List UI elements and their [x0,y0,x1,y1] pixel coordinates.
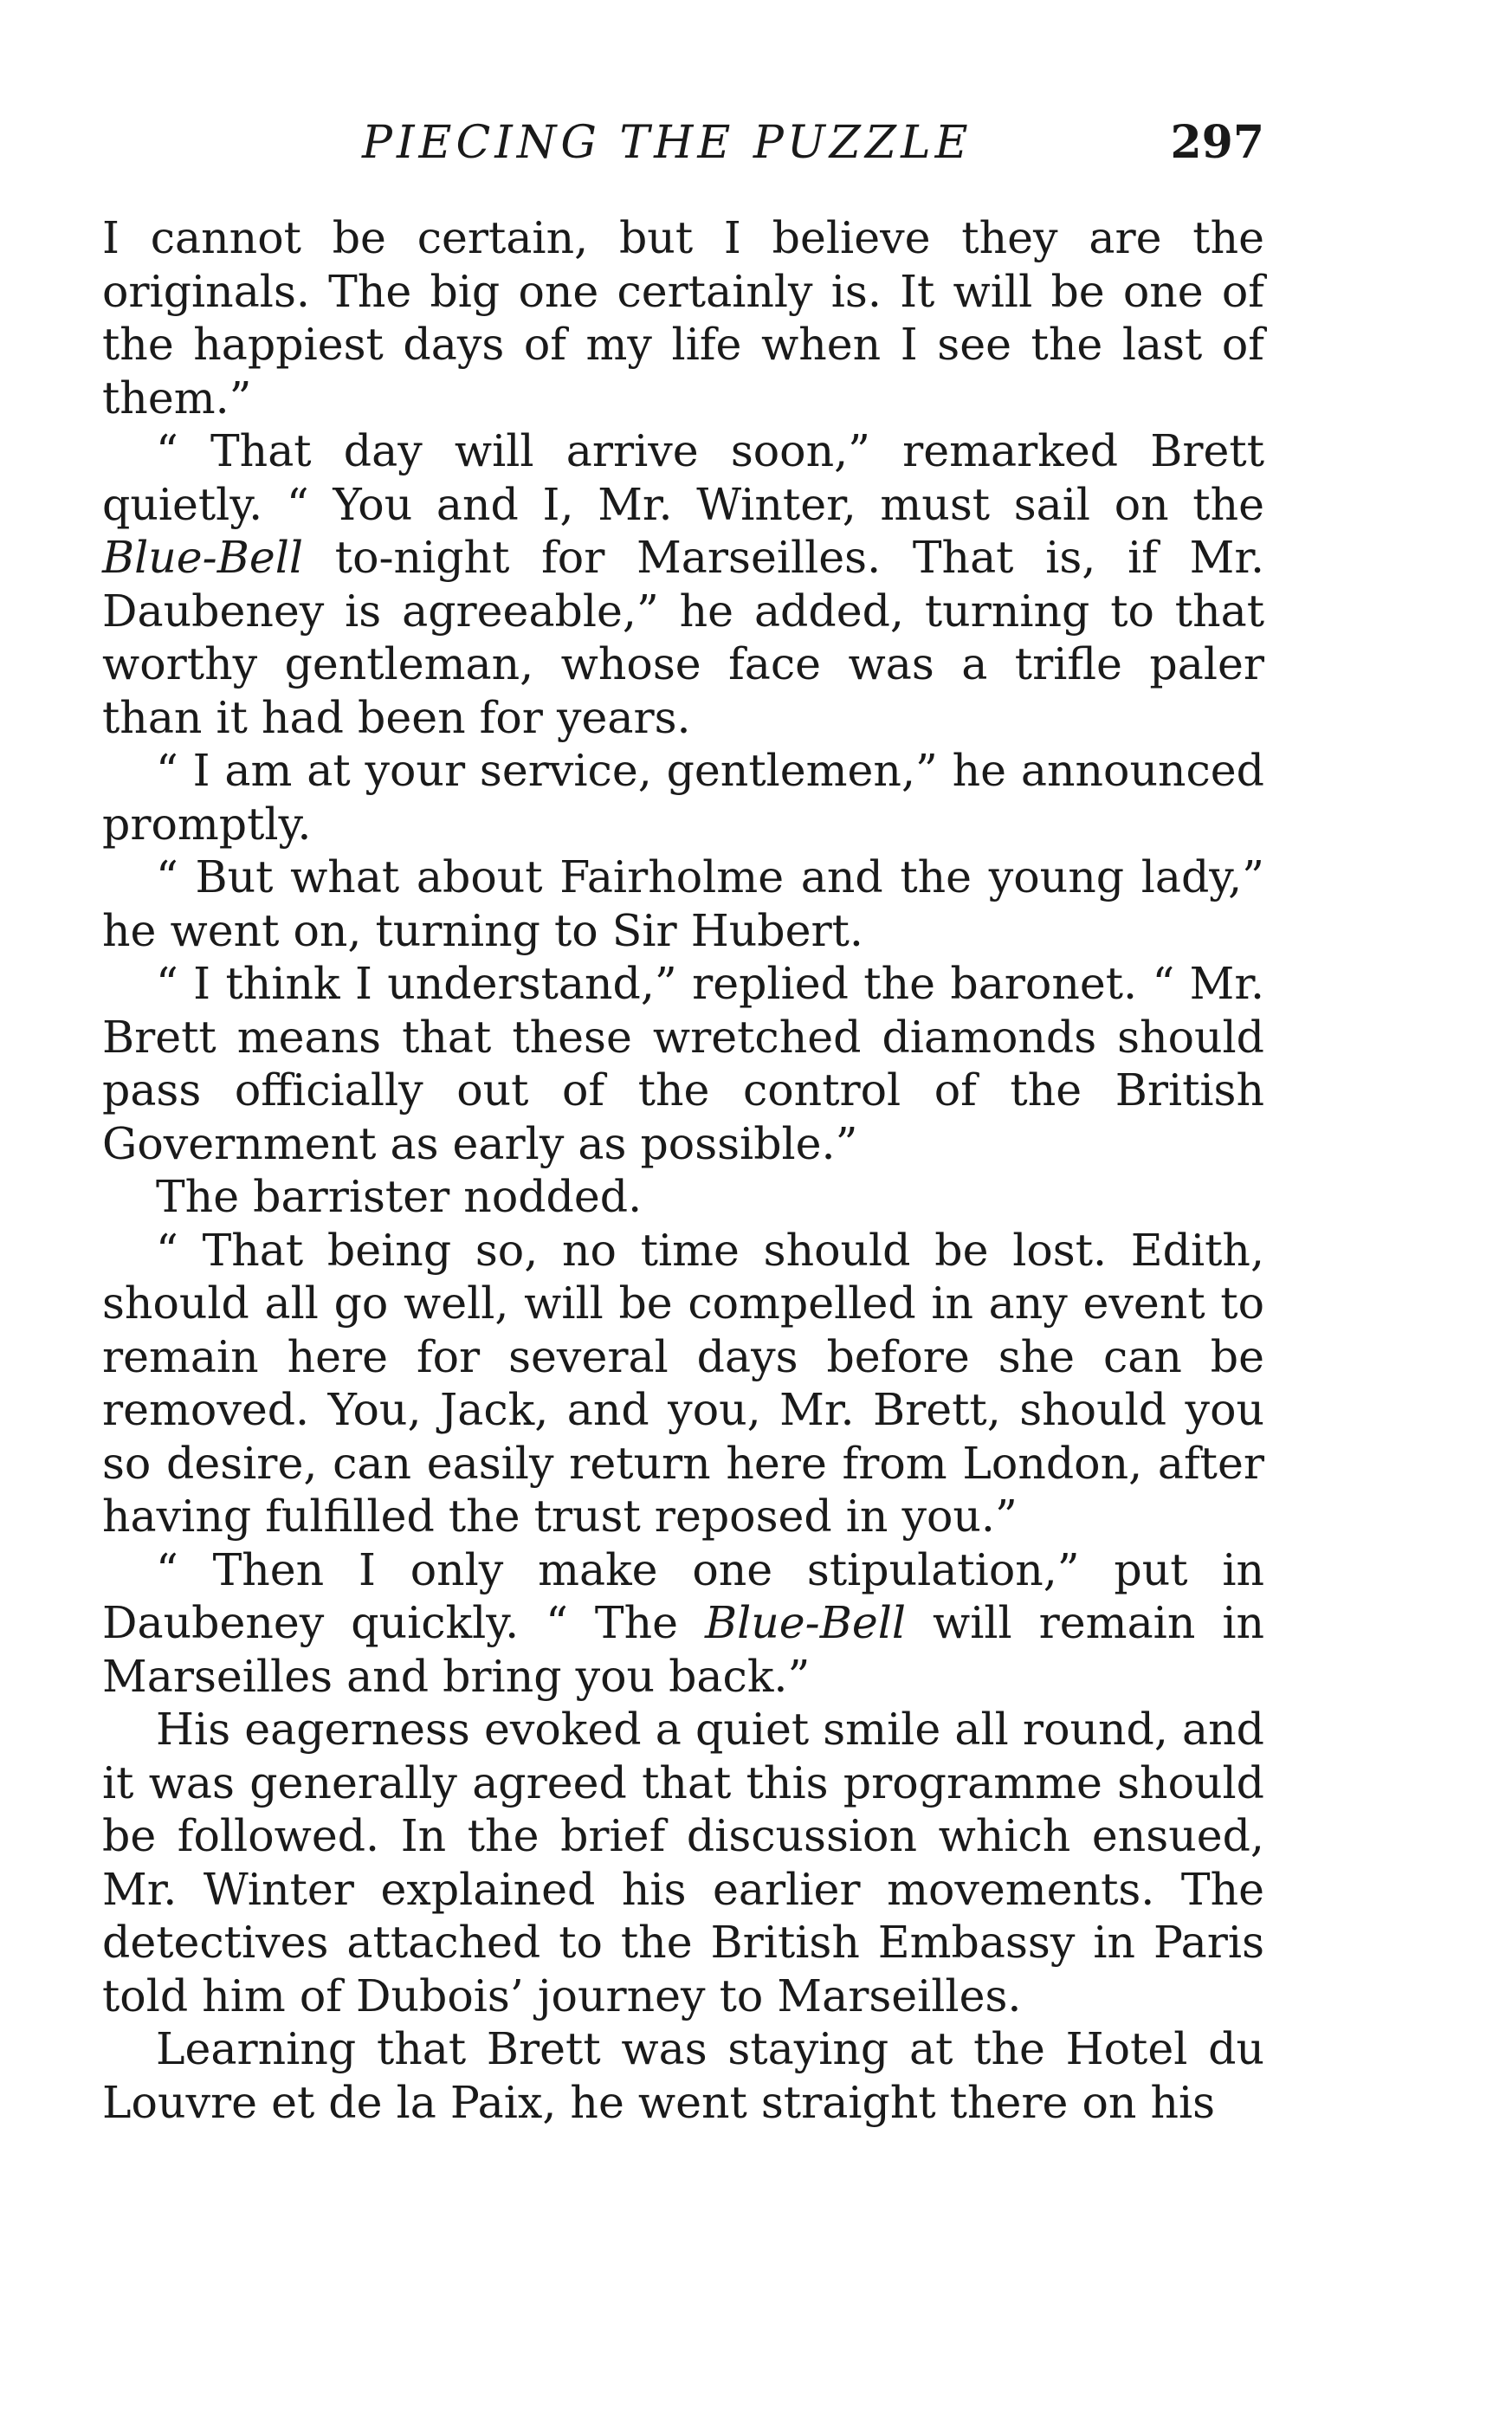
ship-name: Blue-Bell [704,1597,907,1648]
paragraph-4: “ But what about Fairholme and the young lady,” he went on, turning to Sir Hubert. [102,851,1264,956]
paragraph-8: “ Then I only make one stipulation,” put in Daubeney quickly. “ The Blue-Bell will remain in Marseilles and bring you back.” [102,1543,1264,1702]
paragraph-1: I cannot be certain, but I believe they are the originals. The big one certainly is. It will be one of the happiest days of my life when I see the last of them.” [102,212,1264,424]
page-number: 297 [1170,116,1264,169]
paragraph-5: “ I think I understand,” replied the baronet. “ Mr. Brett means that these wretched diamonds should pass officially out of the control of the British Government as early as possible.” [102,958,1264,1169]
paragraph-2: “ That day will arrive soon,” remarked Brett quietly. “ You and I, Mr. Winter, must sail on the Blue-Bell to-night for Marseilles. That is, if Mr. Daubeney is agreeable,” he added, turning to that worthy gentleman, whose face was a trifle paler than it had been for years. [102,425,1264,743]
paragraph-7: “ That being so, no time should be lost. Edith, should all go well, will be compelled in any event to remain here for several days before she can be removed. You, Jack, and you, Mr. Brett, should you so desire, can easily return here from London, after having fulfilled the trust reposed in you.” [102,1224,1264,1542]
running-title: PIECING THE PUZZLE [362,117,972,169]
paragraph-3: “ I am at your service, gentlemen,” he announced promptly. [102,745,1264,850]
body-text [102,211,1264,2129]
paragraph-10: Learning that Brett was staying at the Hotel du Louvre et de la Paix, he went straight there on his [102,2023,1264,2128]
ship-name: Blue-Bell [102,532,304,583]
book-page [102,0,1264,2432]
paragraph-9: His eagerness evoked a quiet smile all round, and it was generally agreed that this programme should be followed. In the brief discussion which ensued, Mr. Winter explained his earlier movements. The detectives attached to the British Embassy in Paris told him of Dubois’ journey to Marseilles. [102,1704,1264,2021]
page-header [102,111,1264,175]
paragraph-6: The barrister nodded. [156,1171,643,1222]
